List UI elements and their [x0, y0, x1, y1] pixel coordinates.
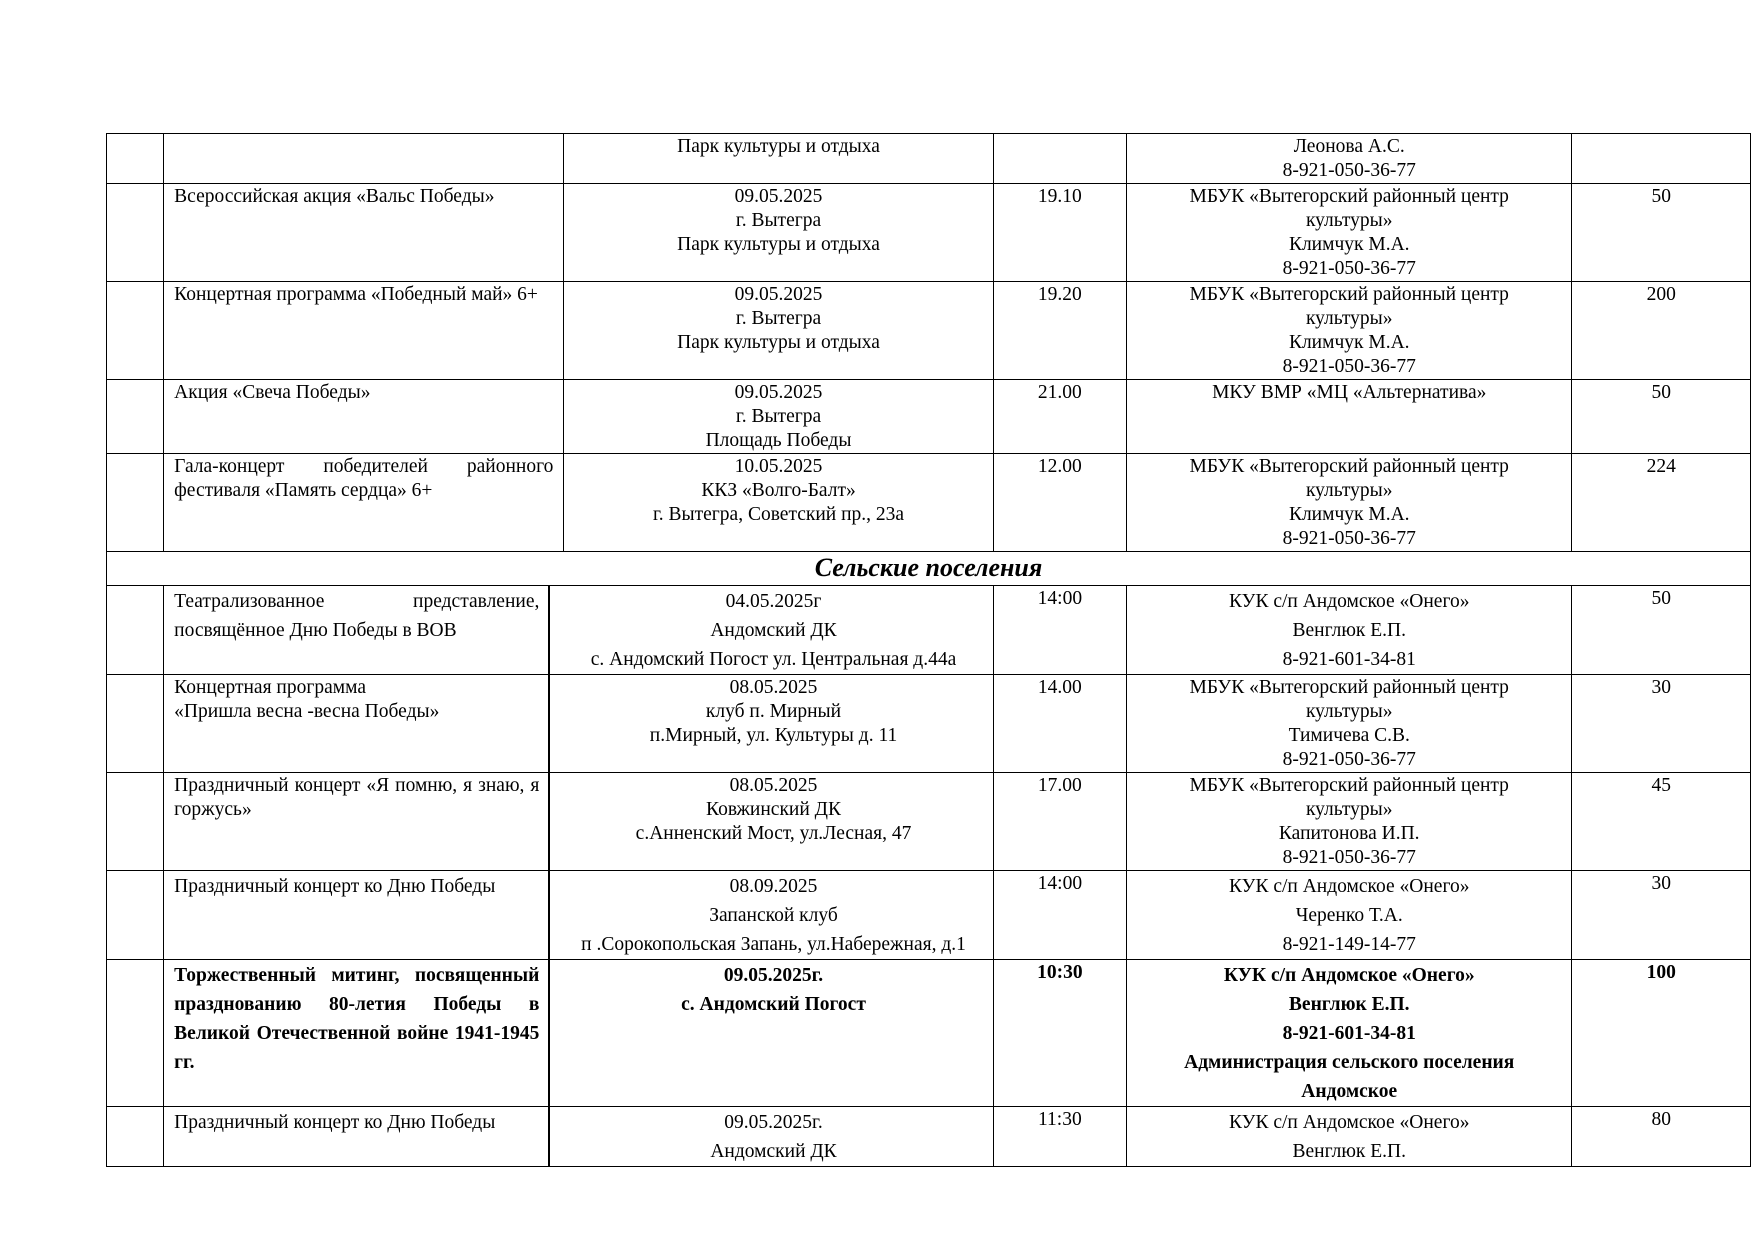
attendance-cell: 50: [1572, 586, 1751, 675]
place-cell-line: с.Анненский Мост, ул.Лесная, 47: [635, 823, 912, 844]
place-cell: [564, 184, 993, 282]
place-cell-line: Ковжинский ДК: [706, 799, 841, 820]
attendance-cell: 50: [1572, 184, 1751, 282]
place-cell-line: 09.05.2025: [734, 284, 823, 305]
organizer-cell-line: Черенко Т.А.: [1295, 905, 1403, 926]
organizer-cell-line: МБУК «Вытегорский районный центр: [1189, 456, 1509, 477]
place-cell: [564, 773, 993, 871]
place-cell-line: 04.05.2025г: [725, 591, 822, 612]
time-cell: 19.20: [993, 282, 1126, 380]
time-cell: [993, 134, 1126, 184]
organizer-cell-line: Венглюк Е.П.: [1292, 1141, 1406, 1162]
organizer-cell: [1127, 184, 1572, 282]
organizer-cell: [1127, 380, 1572, 454]
attendance-cell: [1572, 134, 1751, 184]
place-cell-line: п .Сорокопольская Запань, ул.Набережная, д.1: [581, 934, 966, 955]
table-row: [107, 184, 1751, 282]
place-cell-line: п.Мирный, ул. Культуры д. 11: [649, 725, 898, 746]
organizer-cell-line: 8-921-050-36-77: [1282, 847, 1416, 868]
place-cell-line: 09.05.2025г.: [723, 965, 824, 986]
section-header-row: [107, 552, 1751, 586]
place-cell-line: с. Андомский Погост ул. Центральная д.44а: [590, 649, 957, 670]
place-cell-line: Андомский ДК: [710, 1141, 837, 1162]
event-cell: [164, 675, 564, 773]
event-cell: [164, 454, 564, 552]
organizer-cell-line: Венглюк Е.П.: [1288, 994, 1410, 1015]
place-cell-line: 08.09.2025: [729, 876, 818, 897]
table-row: [107, 773, 1751, 871]
table-row: [107, 454, 1751, 552]
place-cell-line: Запанской клуб: [709, 905, 838, 926]
organizer-cell-line: Венглюк Е.П.: [1292, 620, 1406, 641]
section-title: Сельские поселения: [107, 552, 1751, 586]
organizer-cell-line: Климчук М.А.: [1288, 504, 1410, 525]
table-row: [107, 134, 1751, 184]
time-cell: 14:00: [993, 586, 1126, 675]
attendance-cell: 80: [1572, 1107, 1751, 1167]
column-divider: [548, 586, 550, 675]
place-cell: [564, 454, 993, 552]
organizer-cell-line: культуры»: [1305, 799, 1393, 820]
place-cell-line: Парк культуры и отдыха: [677, 234, 880, 255]
time-cell: 14:00: [993, 871, 1126, 960]
place-cell-line: 09.05.2025г.: [724, 1112, 823, 1133]
column-divider: [548, 1107, 550, 1167]
organizer-cell-line: 8-921-149-14-77: [1282, 934, 1416, 955]
attendance-cell: 30: [1572, 871, 1751, 960]
organizer-cell-line: культуры»: [1305, 701, 1393, 722]
organizer-cell-line: КУК с/п Андомское «Онего»: [1223, 965, 1475, 986]
event-cell: [164, 184, 564, 282]
table-row: [107, 380, 1751, 454]
event-cell-line: Акция «Свеча Победы»: [174, 382, 371, 403]
attendance-cell: 224: [1572, 454, 1751, 552]
place-cell: [564, 675, 993, 773]
organizer-cell: [1127, 454, 1572, 552]
row-index-cell: [107, 380, 164, 454]
row-index-cell: [107, 675, 164, 773]
place-cell-line: Парк культуры и отдыха: [677, 332, 880, 353]
organizer-cell-line: Капитонова И.П.: [1278, 823, 1420, 844]
time-cell: 12.00: [993, 454, 1126, 552]
row-index-cell: [107, 773, 164, 871]
organizer-cell-line: Леонова А.С.: [1293, 136, 1405, 157]
organizer-cell: [1127, 586, 1572, 675]
time-cell: 19.10: [993, 184, 1126, 282]
table-row: [107, 1107, 1751, 1167]
organizer-cell-line: КУК с/п Андомское «Онего»: [1229, 876, 1470, 897]
event-cell-line: Праздничный концерт ко Дню Победы: [174, 876, 496, 897]
row-index-cell: [107, 282, 164, 380]
column-divider: [548, 871, 550, 960]
attendance-cell: 50: [1572, 380, 1751, 454]
organizer-cell-line: КУК с/п Андомское «Онего»: [1229, 591, 1470, 612]
row-index-cell: [107, 586, 164, 675]
table-row: [107, 960, 1751, 1107]
row-index-cell: [107, 454, 164, 552]
organizer-cell-line: МБУК «Вытегорский районный центр: [1189, 186, 1509, 207]
organizer-cell-line: культуры»: [1305, 210, 1393, 231]
place-cell: [564, 1107, 993, 1167]
organizer-cell-line: культуры»: [1305, 308, 1393, 329]
organizer-cell-line: Тимичева С.В.: [1288, 725, 1410, 746]
row-index-cell: [107, 1107, 164, 1167]
events-table-body: [107, 134, 1751, 1167]
organizer-cell-line: Климчук М.А.: [1288, 234, 1410, 255]
place-cell-line: 10.05.2025: [734, 456, 823, 477]
place-cell-line: 09.05.2025: [734, 186, 823, 207]
place-cell-line: 08.05.2025: [729, 677, 818, 698]
row-index-cell: [107, 871, 164, 960]
time-cell: 21.00: [993, 380, 1126, 454]
event-cell-line: Праздничный концерт «Я помню, я знаю, я горжусь»: [174, 775, 540, 820]
organizer-cell-line: Администрация сельского поселения: [1184, 1052, 1515, 1073]
organizer-cell-line: КУК с/п Андомское «Онего»: [1229, 1112, 1470, 1133]
event-cell-line: «Пришла весна -весна Победы»: [174, 701, 440, 722]
place-cell: [564, 134, 993, 184]
events-table: [106, 133, 1751, 1167]
row-index-cell: [107, 184, 164, 282]
place-cell-line: г. Вытегра: [735, 406, 822, 427]
organizer-cell-line: Климчук М.А.: [1288, 332, 1410, 353]
attendance-cell: 30: [1572, 675, 1751, 773]
organizer-cell-line: 8-921-050-36-77: [1282, 258, 1416, 279]
table-row: [107, 871, 1751, 960]
place-cell-line: клуб п. Мирный: [705, 701, 842, 722]
event-cell: [164, 1107, 564, 1167]
place-cell-line: Андомский ДК: [710, 620, 837, 641]
event-cell: [164, 282, 564, 380]
place-cell: [564, 380, 993, 454]
time-cell: 14.00: [993, 675, 1126, 773]
organizer-cell: [1127, 773, 1572, 871]
organizer-cell-line: МКУ ВМР «МЦ «Альтернатива»: [1212, 382, 1487, 403]
row-index-cell: [107, 960, 164, 1107]
organizer-cell: [1127, 282, 1572, 380]
event-cell-line: Праздничный концерт ко Дню Победы: [174, 1112, 496, 1133]
organizer-cell: [1127, 1107, 1572, 1167]
table-row: [107, 675, 1751, 773]
events-table-page: [106, 133, 1751, 1167]
place-cell: [564, 960, 993, 1107]
place-cell-line: Площадь Победы: [705, 430, 852, 451]
organizer-cell-line: культуры»: [1305, 480, 1393, 501]
table-row: [107, 282, 1751, 380]
organizer-cell-line: МБУК «Вытегорский районный центр: [1189, 284, 1509, 305]
place-cell-line: г. Вытегра: [735, 210, 822, 231]
place-cell: [564, 282, 993, 380]
organizer-cell-line: 8-921-050-36-77: [1282, 160, 1416, 181]
organizer-cell: [1127, 960, 1572, 1107]
organizer-cell: [1127, 675, 1572, 773]
organizer-cell-line: 8-921-050-36-77: [1282, 528, 1416, 549]
organizer-cell: [1127, 134, 1572, 184]
time-cell: 10:30: [993, 960, 1126, 1107]
attendance-cell: 200: [1572, 282, 1751, 380]
row-index-cell: [107, 134, 164, 184]
place-cell-line: г. Вытегра, Советский пр., 23а: [652, 504, 905, 525]
event-cell: [164, 586, 564, 675]
event-cell-line: Гала-концерт победителей районного фестиваля «Память сердца» 6+: [174, 456, 554, 501]
organizer-cell-line: 8-921-601-34-81: [1282, 649, 1416, 670]
event-cell-line: Концертная программа «Победный май» 6+: [174, 284, 538, 305]
event-cell: [164, 134, 564, 184]
time-cell: 17.00: [993, 773, 1126, 871]
table-row: [107, 586, 1751, 675]
organizer-cell: [1127, 871, 1572, 960]
column-divider: [548, 773, 550, 871]
event-cell-line: Концертная программа: [174, 677, 366, 698]
event-cell: [164, 871, 564, 960]
event-cell: [164, 773, 564, 871]
column-divider: [548, 960, 550, 1107]
event-cell: [164, 960, 564, 1107]
organizer-cell-line: МБУК «Вытегорский районный центр: [1189, 677, 1509, 698]
event-cell-line: Всероссийская акция «Вальс Победы»: [174, 186, 495, 207]
attendance-cell: 100: [1572, 960, 1751, 1107]
organizer-cell-line: МБУК «Вытегорский районный центр: [1189, 775, 1509, 796]
column-divider: [548, 675, 550, 773]
organizer-cell-line: Андомское: [1301, 1081, 1398, 1102]
place-cell-line: г. Вытегра: [735, 308, 822, 329]
place-cell-line: 09.05.2025: [734, 382, 823, 403]
organizer-cell-line: 8-921-050-36-77: [1282, 749, 1416, 770]
place-cell-line: с. Андомский Погост: [681, 994, 866, 1015]
organizer-cell-line: 8-921-050-36-77: [1282, 356, 1416, 377]
time-cell: 11:30: [993, 1107, 1126, 1167]
place-cell: [564, 871, 993, 960]
event-cell: [164, 380, 564, 454]
place-cell: [564, 586, 993, 675]
place-cell-line: 08.05.2025: [729, 775, 818, 796]
event-cell-line: Театрализованное представление, посвящённое Дню Победы в ВОВ: [174, 591, 540, 641]
attendance-cell: 45: [1572, 773, 1751, 871]
event-cell-line: Торжественный митинг, посвященный празднованию 80-летия Победы в Великой Отечественной войне 1941-1945 гг.: [174, 965, 540, 1073]
organizer-cell-line: 8-921-601-34-81: [1282, 1023, 1416, 1044]
place-cell-line: ККЗ «Волго-Балт»: [701, 480, 856, 501]
place-cell-line: Парк культуры и отдыха: [677, 136, 880, 157]
